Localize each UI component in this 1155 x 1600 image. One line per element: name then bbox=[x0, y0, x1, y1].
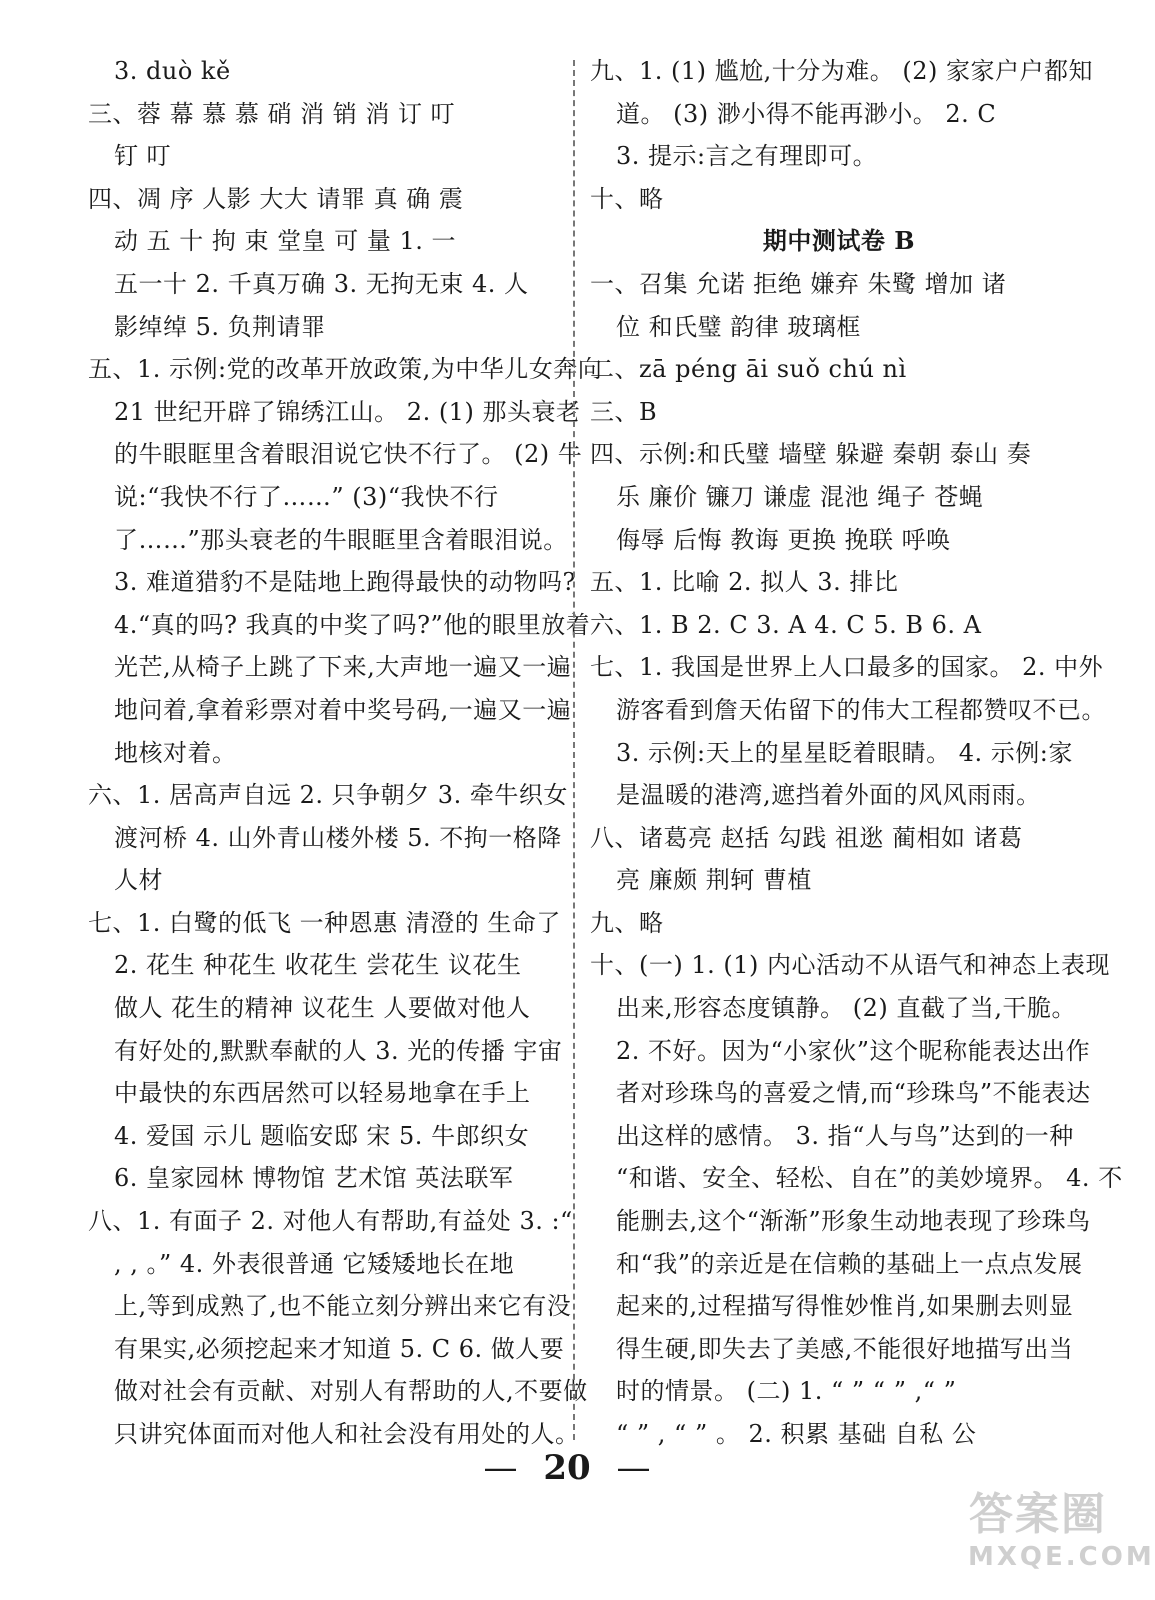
answer-line: 三、蓉 幕 慕 慕 硝 消 销 消 订 叮 bbox=[88, 99, 456, 128]
answer-line: 出这样的感情。 3. 指“人与鸟”达到的一种 bbox=[616, 1121, 1074, 1150]
answer-line: 和“我”的亲近是在信赖的基础上一点点发展 bbox=[616, 1249, 1083, 1278]
answer-line: 七、1. 白鹭的低飞 一种恩惠 清澄的 生命了 bbox=[88, 908, 561, 937]
answer-line: 十、略 bbox=[590, 184, 664, 213]
answer-line: 有好处的,默默奉献的人 3. 光的传播 宇宙 bbox=[114, 1036, 563, 1065]
answer-line: 是温暖的港湾,遮挡着外面的风风雨雨。 bbox=[616, 781, 1041, 810]
footer-dash-right: — bbox=[616, 1448, 651, 1488]
answer-line: 的牛眼眶里含着眼泪说它快不行了。 (2) 牛 bbox=[114, 440, 583, 469]
answer-line: 八、诸葛亮 赵括 勾践 祖逖 蔺相如 诸葛 bbox=[590, 823, 1023, 852]
answer-line: 人材 bbox=[114, 866, 163, 895]
column-divider bbox=[573, 60, 575, 1440]
answer-line: 中最快的东西居然可以轻易地拿在手上 bbox=[114, 1079, 531, 1108]
answer-line: 得生硬,即失去了美感,不能很好地描写出当 bbox=[616, 1334, 1074, 1363]
answer-line: 五一十 2. 千真万确 3. 无拘无束 4. 人 bbox=[114, 269, 529, 298]
answer-line: 说:“我快不行了……” (3)“我快不行 bbox=[114, 482, 499, 511]
answer-line: 道。 (3) 渺小得不能再渺小。 2. C bbox=[616, 99, 997, 128]
answer-line: 上,等到成熟了,也不能立刻分辨出来它有没 bbox=[114, 1292, 572, 1321]
answer-line: 五、1. 比喻 2. 拟人 3. 排比 bbox=[590, 568, 899, 597]
answer-line: 能删去,这个“渐渐”形象生动地表现了珍珠鸟 bbox=[616, 1207, 1091, 1236]
answer-line: 3. 难道猎豹不是陆地上跑得最快的动物吗? bbox=[114, 568, 576, 597]
answer-line: 2. 花生 种花生 收花生 尝花生 议花生 bbox=[114, 951, 522, 980]
answer-line: 地核对着。 bbox=[114, 738, 237, 767]
answer-line: 乐 廉价 镰刀 谦虚 混池 绳子 苍蝇 bbox=[616, 482, 984, 511]
answer-line: 4. 爱国 示儿 题临安邸 宋 5. 牛郎织女 bbox=[114, 1121, 530, 1150]
answer-line: 只讲究体面而对他人和社会没有用处的人。 bbox=[114, 1420, 580, 1448]
answer-line: 影绰绰 5. 负荆请罪 bbox=[114, 312, 326, 341]
answer-line: , , 。” 4. 外表很普通 它矮矮地长在地 bbox=[114, 1249, 515, 1278]
answer-line: 起来的,过程描写得惟妙惟肖,如果删去则显 bbox=[616, 1292, 1074, 1321]
answer-line: 六、1. 居高声自远 2. 只争朝夕 3. 牵牛织女 bbox=[88, 781, 568, 810]
answer-line: 3. duò kě bbox=[114, 57, 231, 85]
answer-line: 亮 廉颇 荆轲 曹植 bbox=[616, 866, 812, 895]
answer-line: 出来,形容态度镇静。 (2) 直截了当,干脆。 bbox=[616, 994, 1077, 1023]
answer-line: 十、(一) 1. (1) 内心活动不从语气和神态上表现 bbox=[590, 951, 1111, 980]
answer-line: 地问着,拿着彩票对着中奖号码,一遍又一遍 bbox=[114, 695, 572, 724]
answer-line: 渡河桥 4. 山外青山楼外楼 5. 不拘一格降 bbox=[114, 823, 562, 852]
answer-line: 了……”那头衰老的牛眼眶里含着眼泪说。 bbox=[114, 525, 568, 554]
answer-line: 七、1. 我国是世界上人口最多的国家。 2. 中外 bbox=[590, 653, 1104, 682]
answer-line: 九、1. (1) 尴尬,十分为难。 (2) 家家户户都知 bbox=[590, 57, 1094, 85]
answer-line: 4.“真的吗? 我真的中奖了吗?”他的眼里放着 bbox=[114, 610, 591, 639]
answer-line: 一、召集 允诺 拒绝 嫌弃 朱鹭 增加 诸 bbox=[590, 269, 1007, 298]
answer-line: 位 和氏璧 韵律 玻璃框 bbox=[616, 312, 861, 341]
answer-line: 钉 叮 bbox=[114, 142, 172, 171]
watermark-text-top: 答案圈 bbox=[969, 1489, 1107, 1540]
page-number: 20 bbox=[543, 1448, 591, 1488]
page-footer bbox=[0, 1448, 1134, 1488]
answer-line: 二、zā péng āi suǒ chú nì bbox=[590, 355, 907, 384]
answer-line: 3. 提示:言之有理即可。 bbox=[616, 142, 878, 171]
answer-line: 有果实,必须挖起来才知道 5. C 6. 做人要 bbox=[114, 1334, 565, 1363]
right-column bbox=[590, 50, 1123, 1456]
answer-line: 四、示例:和氏璧 墙壁 躲避 秦朝 泰山 奏 bbox=[590, 440, 1032, 469]
section-heading: 期中测试卷 B bbox=[762, 226, 916, 256]
answer-line: 侮辱 后悔 教诲 更换 挽联 呼唤 bbox=[616, 525, 951, 554]
answer-line: 六、1. B 2. C 3. A 4. C 5. B 6. A bbox=[590, 610, 982, 639]
answer-line: 光芒,从椅子上跳了下来,大声地一遍又一遍 bbox=[114, 653, 572, 682]
answer-line: 八、1. 有面子 2. 对他人有帮助,有益处 3. :“ bbox=[88, 1207, 573, 1236]
answer-line: 6. 皇家园林 博物馆 艺术馆 英法联军 bbox=[114, 1164, 514, 1193]
answer-line: 游客看到詹天佑留下的伟大工程都赞叹不已。 bbox=[616, 695, 1106, 724]
site-watermark-logo bbox=[968, 1488, 1155, 1588]
answer-line: 做对社会有贡献、对别人有帮助的人,不要做 bbox=[114, 1377, 588, 1406]
answer-line: 21 世纪开辟了锦绣江山。 2. (1) 那头衰老 bbox=[114, 397, 581, 426]
answer-line: 2. 不好。因为“小家伙”这个昵称能表达出作 bbox=[616, 1036, 1091, 1065]
answer-line: 三、B bbox=[590, 397, 658, 426]
answer-line: “ ” , “ ” 。 2. 积累 基础 自私 公 bbox=[616, 1420, 977, 1448]
answer-line: 九、略 bbox=[590, 908, 664, 937]
footer-dash-left: — bbox=[483, 1448, 518, 1488]
answer-line: 做人 花生的精神 议花生 人要做对他人 bbox=[114, 994, 531, 1023]
answer-line: 时的情景。 (二) 1. “ ” “ ” ,“ ” bbox=[616, 1377, 957, 1406]
answer-line: 者对珍珠鸟的喜爱之情,而“珍珠鸟”不能表达 bbox=[616, 1079, 1091, 1108]
answer-line: 3. 示例:天上的星星眨着眼睛。 4. 示例:家 bbox=[616, 738, 1073, 767]
answer-line: “和谐、安全、轻松、自在”的美妙境界。 4. 不 bbox=[616, 1164, 1123, 1193]
answer-line: 动 五 十 拘 束 堂皇 可 量 1. 一 bbox=[114, 227, 457, 256]
left-column bbox=[88, 50, 603, 1456]
watermark-text-bottom: MXQE.COM bbox=[968, 1542, 1155, 1572]
answer-line: 五、1. 示例:党的改革开放政策,为中华儿女奔向 bbox=[88, 355, 603, 384]
answer-line: 四、凋 序 人影 大大 请罪 真 确 震 bbox=[88, 184, 464, 213]
